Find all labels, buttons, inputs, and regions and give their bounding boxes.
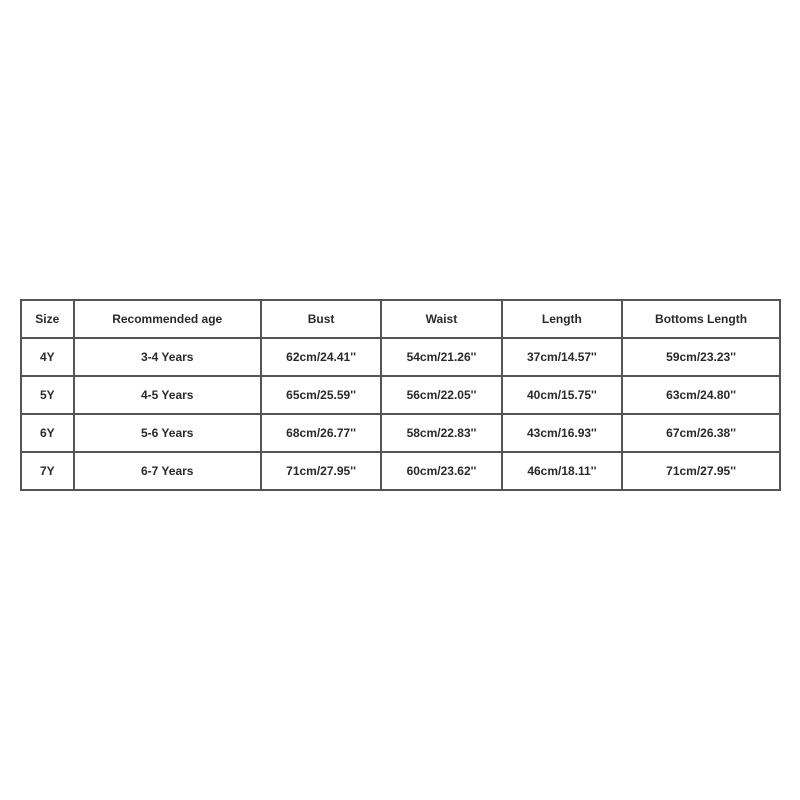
table-header-row <box>21 300 780 338</box>
cell-size: 5Y <box>21 376 74 414</box>
table-row <box>21 414 780 452</box>
cell-size: 6Y <box>21 414 74 452</box>
cell-bottoms-length: 67cm/26.38'' <box>622 414 780 452</box>
header-bottoms-length: Bottoms Length <box>622 300 780 338</box>
header-waist: Waist <box>381 300 501 338</box>
table-row <box>21 376 780 414</box>
size-chart-table <box>20 299 781 491</box>
header-recommended-age: Recommended age <box>74 300 261 338</box>
cell-length: 46cm/18.11'' <box>502 452 622 490</box>
table-row <box>21 338 780 376</box>
cell-recommended-age: 6-7 Years <box>74 452 261 490</box>
header-length: Length <box>502 300 622 338</box>
cell-recommended-age: 3-4 Years <box>74 338 261 376</box>
cell-bust: 65cm/25.59'' <box>261 376 381 414</box>
cell-bust: 71cm/27.95'' <box>261 452 381 490</box>
table-row <box>21 452 780 490</box>
cell-recommended-age: 4-5 Years <box>74 376 261 414</box>
cell-size: 4Y <box>21 338 74 376</box>
header-bust: Bust <box>261 300 381 338</box>
cell-length: 43cm/16.93'' <box>502 414 622 452</box>
cell-bust: 68cm/26.77'' <box>261 414 381 452</box>
cell-waist: 58cm/22.83'' <box>381 414 501 452</box>
cell-length: 37cm/14.57'' <box>502 338 622 376</box>
cell-waist: 56cm/22.05'' <box>381 376 501 414</box>
cell-bottoms-length: 63cm/24.80'' <box>622 376 780 414</box>
cell-bottoms-length: 71cm/27.95'' <box>622 452 780 490</box>
header-size: Size <box>21 300 74 338</box>
cell-bust: 62cm/24.41'' <box>261 338 381 376</box>
cell-bottoms-length: 59cm/23.23'' <box>622 338 780 376</box>
cell-recommended-age: 5-6 Years <box>74 414 261 452</box>
cell-waist: 54cm/21.26'' <box>381 338 501 376</box>
cell-length: 40cm/15.75'' <box>502 376 622 414</box>
cell-size: 7Y <box>21 452 74 490</box>
cell-waist: 60cm/23.62'' <box>381 452 501 490</box>
